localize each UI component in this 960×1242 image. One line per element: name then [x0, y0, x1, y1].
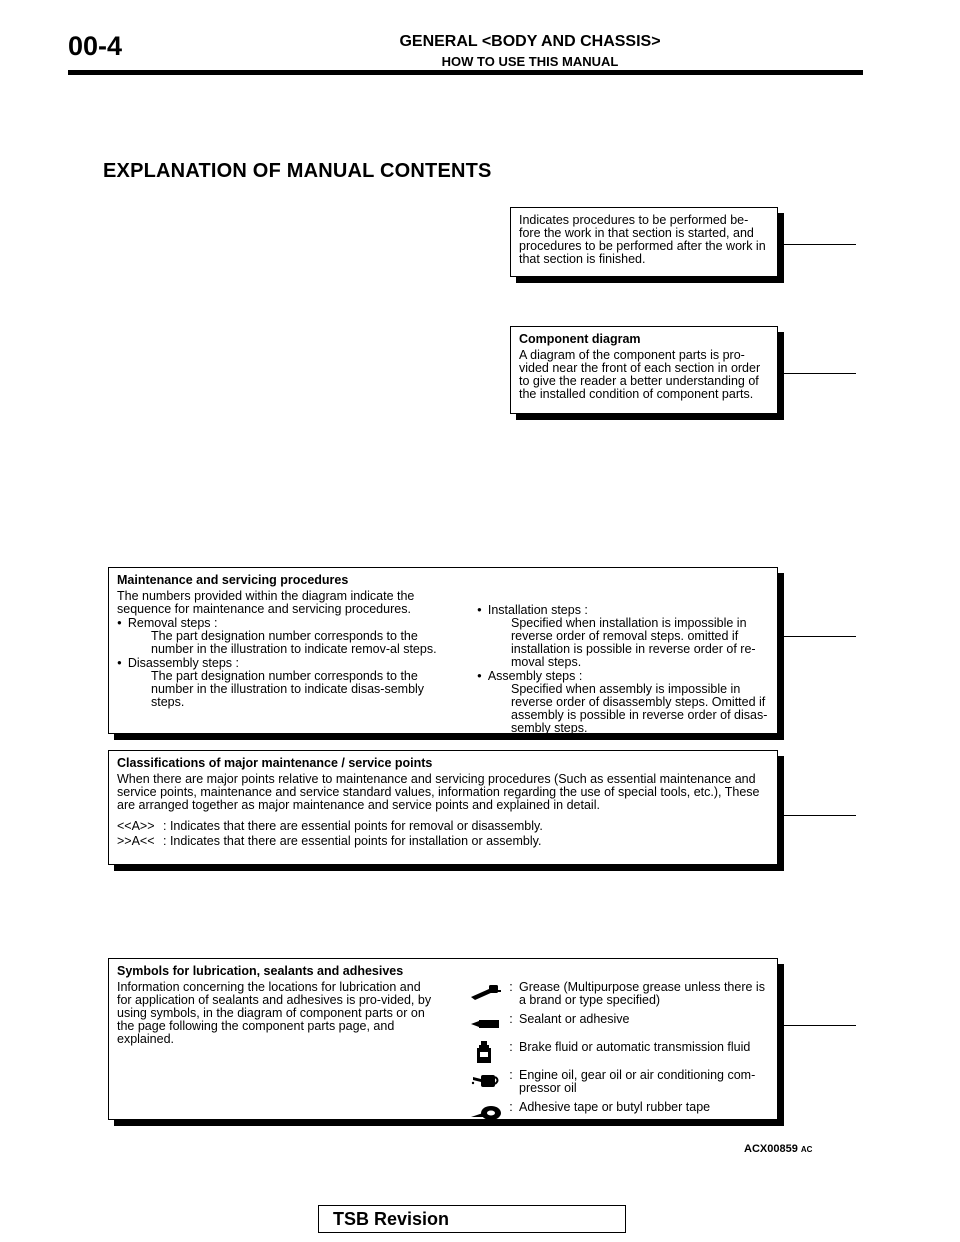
figure-code-main: ACX00859: [744, 1143, 798, 1155]
tsb-revision-box: TSB Revision: [318, 1205, 626, 1233]
removal-point-text: : Indicates that there are essential points for removal or disassembly.: [163, 819, 543, 833]
sealant-text: Sealant or adhesive: [519, 1012, 630, 1026]
classification-item: [117, 835, 769, 848]
header-rule: [68, 70, 863, 75]
assembly-steps-label: ● Assembly steps :: [477, 669, 769, 683]
classification-item: [117, 820, 769, 833]
oil-text: Engine oil, gear oil or air conditioning com-pressor oil: [519, 1068, 756, 1095]
tape-icon: [469, 1101, 503, 1123]
installation-point-mark: >>A<<: [117, 834, 155, 848]
disassembly-steps-text: The part designation number corresponds to the number in the illustration to indicate disas-sembly steps.: [151, 669, 425, 709]
removal-steps-text: The part designation number corresponds to the number in the illustration to indicate remov-al steps.: [151, 629, 437, 656]
maintenance-intro: The numbers provided within the diagram indicate the sequence for maintenance and servicing procedures.: [117, 589, 415, 616]
symbols-text: Information concerning the locations for lubrication and for application of sealants and adhesives is pro-vided, by using symbols, in the diagram of component parts or on the page following the component parts page, and explained.: [117, 980, 432, 1046]
figure-code: [744, 1143, 812, 1155]
maintenance-title: Maintenance and servicing procedures: [117, 573, 349, 587]
grease-text: Grease (Multipurpose grease unless there is a brand or type specified): [519, 980, 765, 1007]
leader-line: [784, 373, 856, 374]
assembly-steps-text: Specified when assembly is impossible in reverse order of disassembly steps. Omitted if assembly is possible in reverse order of disas-sembly steps.: [511, 682, 768, 735]
symbol-row-grease: : Grease (Multipurpose grease unless there is a brand or type specified): [469, 981, 769, 1007]
component-diagram-box: [510, 326, 778, 414]
pre-post-procedure-box: [510, 207, 778, 277]
oil-can-icon: [469, 1069, 503, 1091]
grease-gun-icon: [469, 981, 503, 1003]
symbol-row-oil: : Engine oil, gear oil or air conditioning com-pressor oil: [469, 1069, 769, 1095]
main-heading: EXPLANATION OF MANUAL CONTENTS: [103, 160, 492, 182]
component-diagram-title: Component diagram: [519, 332, 641, 346]
symbol-row-tape: : Adhesive tape or butyl rubber tape: [469, 1101, 769, 1123]
removal-steps-label: ● Removal steps :: [117, 616, 457, 630]
component-diagram-text: A diagram of the component parts is pro-vided near the front of each section in order to give the reader a better understanding of the installed condition of component parts.: [519, 348, 761, 401]
maintenance-procedures-box: [108, 567, 778, 734]
classification-text: When there are major points relative to maintenance and servicing procedures (Such as essential maintenance and service points, maintenance and service standard values, information regarding the use of special tools, etc.), These are arranged together as major maintenance and service points and explained in detail.: [117, 772, 760, 812]
figure-code-suffix: AC: [800, 1145, 813, 1154]
pre-post-procedure-text: Indicates procedures to be performed be-fore the work in that section is started, and procedures to be performed after the work in that section is finished.: [519, 213, 766, 266]
symbol-row-sealant: : Sealant or adhesive: [469, 1013, 769, 1035]
removal-point-mark: <<A>>: [117, 819, 155, 833]
classification-box: [108, 750, 778, 865]
symbol-row-brake-fluid: : Brake fluid or automatic transmission fluid: [469, 1041, 769, 1063]
tape-text: Adhesive tape or butyl rubber tape: [519, 1100, 711, 1114]
installation-steps-label: ● Installation steps :: [477, 603, 769, 617]
header-subtitle: HOW TO USE THIS MANUAL: [441, 54, 619, 69]
brake-fluid-bottle-icon: [469, 1041, 503, 1063]
leader-line: [784, 1025, 856, 1026]
sealant-tube-icon: [469, 1013, 503, 1035]
leader-line: [784, 815, 856, 816]
leader-line: [784, 244, 856, 245]
page-number: 00-4: [68, 31, 123, 61]
brake-fluid-text: Brake fluid or automatic transmission fluid: [519, 1040, 751, 1054]
symbols-box: [108, 958, 778, 1120]
classification-title: Classifications of major maintenance / service points: [117, 756, 433, 770]
symbols-title: Symbols for lubrication, sealants and adhesives: [117, 964, 404, 978]
leader-line: [784, 636, 856, 637]
installation-point-text: : Indicates that there are essential points for installation or assembly.: [163, 834, 542, 848]
header-title: GENERAL <BODY AND CHASSIS>: [399, 33, 661, 50]
installation-steps-text: Specified when installation is impossible in reverse order of removal steps. omitted if installation is possible in reverse order of re-moval steps.: [511, 616, 756, 669]
disassembly-steps-label: ● Disassembly steps :: [117, 656, 457, 670]
